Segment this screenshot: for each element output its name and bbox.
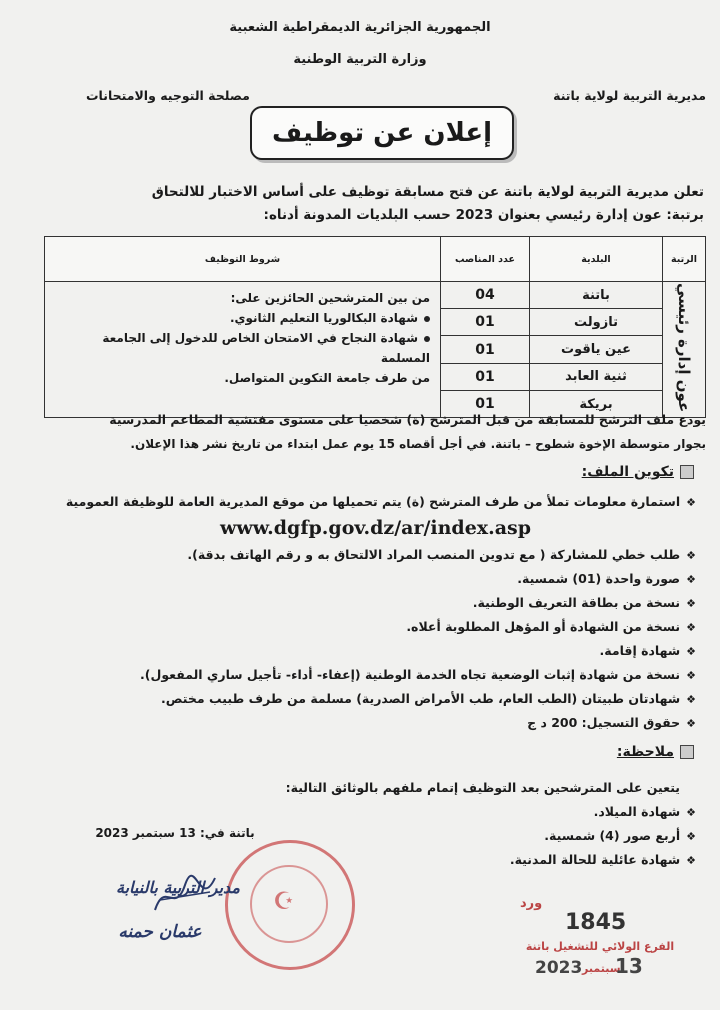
header-rank: الرتبة [663, 237, 706, 282]
list-item: ❖شهادة الميلاد. [593, 804, 696, 819]
diamond-bullet-icon: ❖ [686, 669, 696, 682]
dgfp-url[interactable]: www.dgfp.gov.dz/ar/index.asp [220, 517, 532, 539]
signatory-name: عثمان حمنه [118, 922, 202, 942]
list-item: ❖صورة واحدة (01) شمسية. [517, 571, 696, 586]
reg-stamp-day: 13 [615, 954, 643, 978]
reg-stamp-label: ورد [520, 896, 543, 911]
signature-scribble [150, 870, 220, 920]
count-cell: 01 [441, 363, 530, 390]
bullet-icon [424, 336, 430, 342]
file-list [16, 543, 696, 735]
list-item: ❖شهادة عائلية للحالة المدنية. [509, 852, 696, 867]
file-item-1: ❖استمارة معلومات تملأ من طرف المترشح (ة) يتم تحميلها من موقع المديرية العامة للوظيفة العمومية [65, 494, 696, 509]
rank-cell [663, 282, 706, 418]
page-title: إعلان عن توظيف [250, 106, 514, 160]
signatory-title: مدير التربية بالنيابة [116, 878, 240, 897]
list-item: ❖نسخة من بطاقة التعريف الوطنية. [472, 595, 696, 610]
header-count: عدد المناصب [441, 237, 530, 282]
conditions-cell [45, 282, 441, 418]
list-item: ❖شهادة إقامة. [599, 643, 696, 658]
diamond-bullet-icon: ❖ [686, 621, 696, 634]
directorate-label: مديرية التربية لولاية باتنة [553, 88, 706, 103]
reg-stamp-year: 2023 [535, 958, 583, 978]
municipality-cell: عين ياقوت [530, 336, 663, 363]
header-municipality: البلدية [530, 237, 663, 282]
reg-stamp-number: 1845 [565, 910, 627, 935]
bullet-icon [424, 316, 430, 322]
diamond-bullet-icon: ❖ [686, 806, 696, 819]
list-item: ❖حقوق التسجيل: 200 د ج [527, 715, 696, 730]
list-item: ❖نسخة من شهادة إثبات الوضعية تجاه الخدمة الوطنية (إعفاء- أداء- تأجيل ساري المفعول). [140, 667, 696, 682]
deposit-line-2: بجوار متوسطة الإخوة شطوح – باتنة. في أجل أقصاه 15 يوم عمل ابتداء من تاريخ نشر هذا الإعلان. [130, 437, 706, 451]
intro-line-2: برتبة: عون إدارة رئيسي بعنوان 2023 حسب البلديات المدونة أدناه: [263, 207, 704, 223]
diamond-bullet-icon: ❖ [686, 830, 696, 843]
notes-heading: ملاحظة: [494, 744, 694, 760]
conditions-intro: من بين المترشحين الحائزين على: [230, 291, 430, 305]
conditions-item-1: شهادة البكالوريا التعليم الثانوي. [55, 308, 430, 328]
ministry-header: وزارة التربية الوطنية [293, 52, 427, 67]
conditions-item-2: شهادة النجاح في الامتحان الخاص للدخول إلى الجامعة المسلمة [102, 331, 430, 365]
book-icon [680, 465, 694, 479]
rank-value: عون إدارة رئيسي [675, 283, 693, 413]
official-seal [225, 840, 355, 970]
list-item: ❖نسخة من الشهادة أو المؤهل المطلوبة أعلاه. [406, 619, 696, 634]
diamond-bullet-icon: ❖ [686, 597, 696, 610]
list-item: ❖طلب خطي للمشاركة ( مع تدوين المنصب المراد الالتحاق به و رقم الهاتف بدقة). [187, 547, 696, 562]
count-cell: 01 [441, 336, 530, 363]
deposit-line-1: يودع ملف الترشح للمسابقة من قبل المترشح (ة) شخصيا على مستوى مفتشية المطاعم المدرسية [109, 412, 706, 427]
municipality-cell: ثنية العابد [530, 363, 663, 390]
diamond-bullet-icon: ❖ [686, 573, 696, 586]
notes-list [296, 800, 696, 872]
diamond-bullet-icon: ❖ [686, 854, 696, 867]
notes-intro: يتعين على المترشحين بعد التوظيف إتمام ملفهم بالوثائق التالية: [285, 780, 680, 795]
jobs-table [44, 236, 706, 418]
count-cell: 01 [441, 309, 530, 336]
diamond-bullet-icon: ❖ [686, 717, 696, 730]
diamond-bullet-icon: ❖ [686, 693, 696, 706]
count-cell: 04 [441, 282, 530, 309]
table-row [45, 282, 706, 309]
table-header-row [45, 237, 706, 282]
seal-emblem-icon: ☪ [273, 887, 295, 915]
diamond-bullet-icon: ❖ [686, 496, 696, 509]
list-item: ❖أربع صور (4) شمسية. [544, 828, 696, 843]
place-date: باتنة في: 13 سبتمبر 2023 [95, 826, 255, 840]
reg-stamp-month: سبتمبر [582, 962, 621, 975]
service-label: مصلحة التوجيه والامتحانات [86, 88, 250, 103]
book-icon [680, 745, 694, 759]
municipality-cell: تازولت [530, 309, 663, 336]
conditions-item-2-cont: من طرف جامعة التكوين المتواصل. [224, 371, 430, 385]
diamond-bullet-icon: ❖ [686, 549, 696, 562]
diamond-bullet-icon: ❖ [686, 645, 696, 658]
file-heading: تكوين الملف: [494, 464, 694, 480]
count-cell: 01 [441, 390, 530, 417]
list-item: ❖شهادتان طبيتان (الطب العام، طب الأمراض الصدرية) مسلمة من طرف طبيب مختص. [161, 691, 696, 706]
municipality-cell: باتنة [530, 282, 663, 309]
municipality-cell: بريكة [530, 390, 663, 417]
republic-header: الجمهورية الجزائرية الديمقراطية الشعبية [229, 20, 491, 35]
reg-stamp-office: الفرع الولائي للتشغيل باتنة [525, 940, 675, 953]
header-conditions: شروط التوظيف [45, 237, 441, 282]
intro-line-1: تعلن مديرية التربية لولاية باتنة عن فتح مسابقة توظيف على أساس الاختبار للالتحاق [151, 184, 704, 200]
